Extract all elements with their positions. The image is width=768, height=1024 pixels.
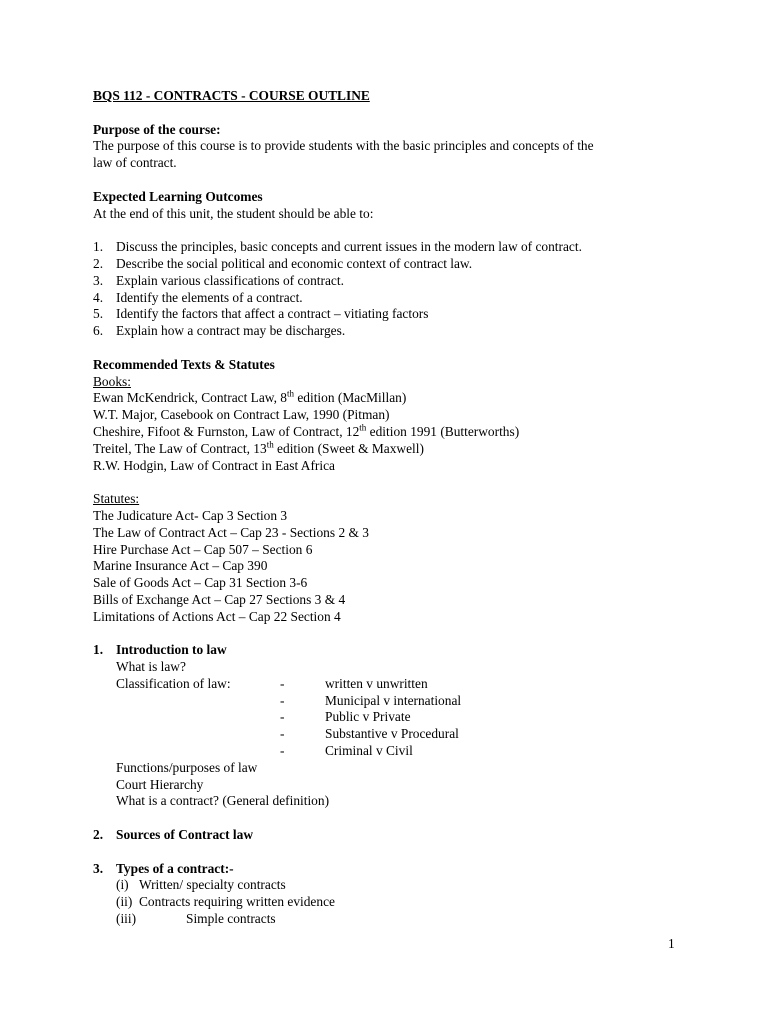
document-title: BQS 112 - CONTRACTS - COURSE OUTLINE	[93, 88, 370, 103]
list-item-text: Written/ specialty contracts	[139, 877, 286, 893]
list-item	[93, 323, 693, 340]
list-item	[93, 256, 693, 273]
dash-bullet: -	[280, 743, 285, 759]
page-number: 1	[668, 936, 675, 951]
statute-entry: Hire Purchase Act – Cap 507 – Section 6	[93, 541, 313, 557]
purpose-heading: Purpose of the course:	[93, 121, 221, 137]
texts-heading: Recommended Texts & Statutes	[93, 356, 275, 372]
statute-entry: Marine Insurance Act – Cap 390	[93, 558, 268, 574]
book-entry: R.W. Hodgin, Law of Contract in East Africa	[93, 457, 335, 473]
dash-bullet: -	[280, 726, 285, 742]
outline-item: What is law?	[116, 659, 186, 675]
outcomes-list	[93, 239, 693, 340]
outline-item: Functions/purposes of law	[116, 759, 258, 775]
section-number: 1.	[93, 642, 104, 658]
book-entry: Cheshire, Fifoot & Furnston, Law of Contract, 12th edition 1991 (Butterworths)	[93, 422, 520, 439]
list-item	[116, 894, 693, 911]
classification-row	[116, 676, 693, 693]
outline-item: What is a contract? (General definition)	[116, 793, 330, 809]
purpose-text-line-2: law of contract.	[93, 155, 177, 171]
list-item-text: Explain various classifications of contract.	[116, 272, 344, 288]
classification-row	[116, 743, 693, 760]
section-title: Sources of Contract law	[116, 827, 253, 843]
list-item-text: Identify the factors that affect a contract – vitiating factors	[116, 306, 429, 322]
section-title: Types of a contract:-	[116, 860, 234, 876]
list-item-number: (ii)	[116, 894, 133, 910]
section-types	[93, 861, 693, 928]
list-item-number: 2.	[93, 255, 104, 271]
classification-item: written v unwritten	[325, 675, 428, 691]
classification-item: Substantive v Procedural	[325, 726, 459, 742]
list-item-text: Discuss the principles, basic concepts and current issues in the modern law of contract.	[116, 239, 582, 255]
list-item-text: Identify the elements of a contract.	[116, 289, 303, 305]
list-item-number: (i)	[116, 877, 129, 893]
classification-item: Municipal v international	[325, 692, 462, 708]
book-entry: Treitel, The Law of Contract, 13th edition (Sweet & Maxwell)	[93, 439, 424, 456]
outline-item: Court Hierarchy	[116, 776, 204, 792]
classification-item: Criminal v Civil	[325, 743, 413, 759]
statute-entry: The Law of Contract Act – Cap 23 - Sections 2 & 3	[93, 524, 369, 540]
classification-row	[116, 726, 693, 743]
statute-entry: Bills of Exchange Act – Cap 27 Sections 3 & 4	[93, 591, 346, 607]
classification-row	[116, 709, 693, 726]
document-page	[93, 88, 693, 928]
statute-entry: Sale of Goods Act – Cap 31 Section 3-6	[93, 575, 308, 591]
dash-bullet: -	[280, 709, 285, 725]
statute-entry: The Judicature Act- Cap 3 Section 3	[93, 507, 288, 523]
list-item-number: 3.	[93, 272, 104, 288]
dash-bullet: -	[280, 692, 285, 708]
outcomes-heading: Expected Learning Outcomes	[93, 188, 263, 204]
section-number: 2.	[93, 827, 104, 843]
list-item-text: Explain how a contract may be discharges.	[116, 323, 346, 339]
list-item-number: 5.	[93, 306, 104, 322]
section-title: Introduction to law	[116, 642, 227, 658]
outcomes-intro: At the end of this unit, the student should be able to:	[93, 205, 374, 221]
book-entry: W.T. Major, Casebook on Contract Law, 1990 (Pitman)	[93, 407, 390, 423]
section-sources	[93, 827, 693, 844]
list-item	[93, 306, 693, 323]
list-item-number: (iii)	[116, 911, 137, 927]
list-item	[93, 290, 693, 307]
purpose-text-line-1: The purpose of this course is to provide students with the basic principles and concepts of the	[93, 138, 594, 154]
list-item	[116, 911, 693, 928]
classification-item: Public v Private	[325, 709, 411, 725]
list-item-number: 1.	[93, 239, 104, 255]
classification-label: Classification of law:	[116, 675, 231, 691]
list-item-number: 6.	[93, 323, 104, 339]
section-introduction	[93, 642, 693, 810]
list-item	[116, 877, 693, 894]
statutes-label: Statutes:	[93, 491, 140, 507]
books-label: Books:	[93, 373, 131, 389]
list-item-text: Simple contracts	[186, 911, 276, 927]
statute-entry: Limitations of Actions Act – Cap 22 Section 4	[93, 608, 341, 624]
book-entry: Ewan McKendrick, Contract Law, 8th edition (MacMillan)	[93, 388, 407, 406]
list-item-number: 4.	[93, 289, 104, 305]
list-item	[93, 273, 693, 290]
classification-row	[116, 693, 693, 710]
list-item-text: Describe the social political and economic context of contract law.	[116, 255, 473, 271]
list-item-text: Contracts requiring written evidence	[139, 894, 335, 910]
section-number: 3.	[93, 860, 104, 876]
dash-bullet: -	[280, 675, 285, 691]
list-item	[93, 239, 693, 256]
